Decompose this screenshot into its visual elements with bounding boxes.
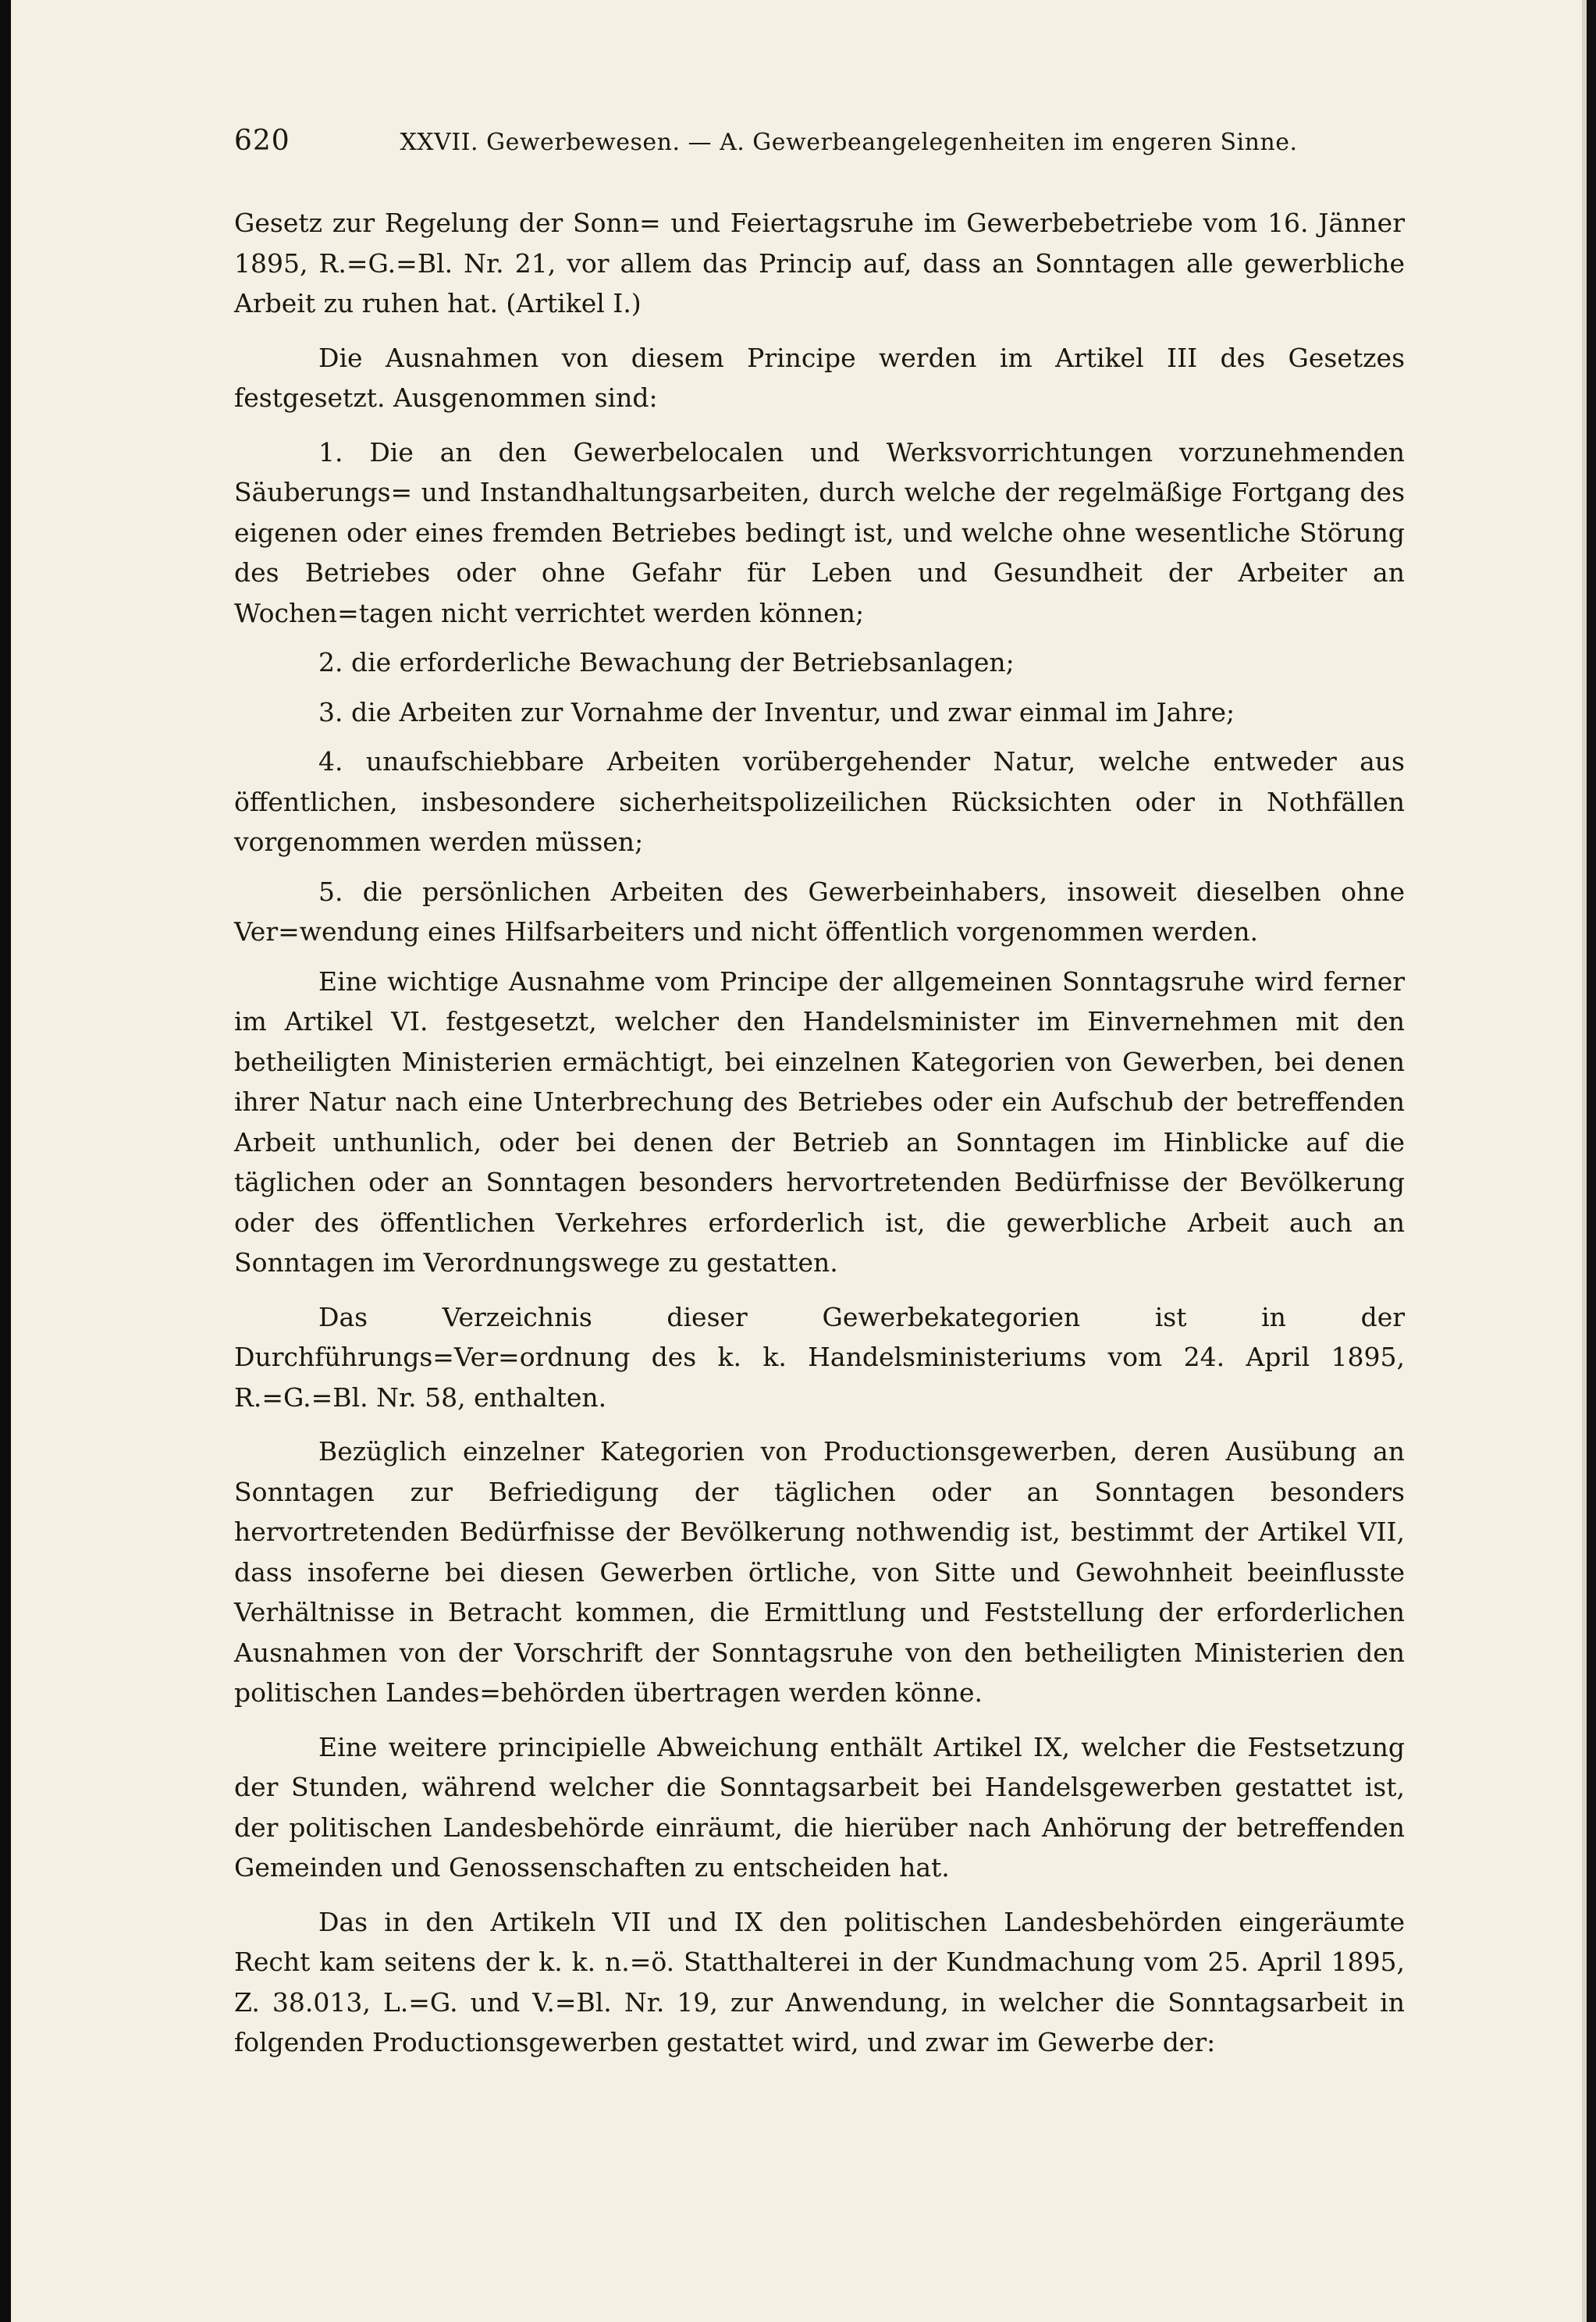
paragraph: Eine weitere principielle Abweichung enthält Artikel IX, welcher die Festsetzung der Stunden, während welcher die Sonntagsarbeit bei Handelsgewerben gestattet ist, der politischen Landesbehörde einräumt, die hierüber nach Anhörung der betreffenden Gemeinden und Genossenschaften zu entscheiden hat. [234, 1731, 1405, 1883]
list-item: 5. die persönlichen Arbeiten des Gewerbeinhabers, insoweit dieselben ohne Ver=wendung eines Hilfsarbeiters und nicht öffentlich vorgenommen werden. [234, 876, 1405, 947]
scan-edge-left [0, 0, 11, 2322]
book-page [234, 125, 1405, 2077]
page-header [234, 125, 1405, 180]
page-number: 620 [234, 125, 290, 157]
list-item: 3. die Arbeiten zur Vornahme der Inventur, und zwar einmal im Jahre; [318, 696, 1235, 727]
paragraph: Das in den Artikeln VII und IX den politischen Landesbehörden eingeräumte Recht kam seitens der k. k. n.=ö. Statthalterei in der Kundmachung vom 25. April 1895, Z. 38.013, L.=G. und V.=Bl. Nr. 19, zur Anwendung, in welcher die Sonntagsarbeit in folgenden Productionsgewerben gestattet wird, und zwar im Gewerbe der: [234, 1906, 1405, 2057]
paragraph: Bezüglich einzelner Kategorien von Productionsgewerben, deren Ausübung an Sonntagen zur Befriedigung der täglichen oder an Sonntagen besonders hervortretenden Bedürfnisse der Bevölkerung nothwendig ist, bestimmt der Artikel VII, dass insoferne bei diesen Gewerben örtliche, von Sitte und Gewohnheit beeinflusste Verhältnisse in Betracht kommen, die Ermittlung und Feststellung der erforderlichen Ausnahmen von der Vorschrift der Sonntagsruhe von den betheiligten Ministerien den politischen Landes=behörden übertragen werden könne. [234, 1436, 1405, 1708]
paragraph: Eine wichtige Ausnahme vom Principe der allgemeinen Sonntagsruhe wird ferner im Artikel VI. festgesetzt, welcher den Handelsminister im Einvernehmen mit den betheiligten Ministerien ermächtigt, bei einzelnen Kategorien von Gewerben, bei denen ihrer Natur nach eine Unterbrechung des Betriebes oder ein Aufschub der betreffenden Arbeit unthunlich, oder bei denen der Betrieb an Sonntagen im Hinblicke auf die täglichen oder an Sonntagen besonders hervortretenden Bedürfnisse der Bevölkerung oder des öffentlichen Verkehres erforderlich ist, die gewerbliche Arbeit auch an Sonntagen im Verordnungswege zu gestatten. [234, 965, 1405, 1278]
paragraph-continuation: Gesetz zur Regelung der Sonn= und Feiertagsruhe im Gewerbebetriebe vom 16. Jänner 1895, R.=G.=Bl. Nr. 21, vor allem das Princip auf, dass an Sonntagen alle gewerbliche Arbeit zu ruhen hat. (Artikel I.) [234, 208, 1405, 318]
page-content [234, 203, 1405, 2063]
list-item: 4. unaufschiebbare Arbeiten vorübergehender Natur, welche entweder aus öffentlichen, insbesondere sicherheitspolizeilichen Rücksichten oder in Nothfällen vorgenommen werden müssen; [234, 746, 1405, 857]
paragraph: Die Ausnahmen von diesem Principe werden im Artikel III des Gesetzes festgesetzt. Ausgenommen sind: [234, 342, 1405, 413]
scan-edge-right [1587, 0, 1596, 2322]
running-head: XXVII. Gewerbewesen. — A. Gewerbeangelegenheiten im engeren Sinne. [400, 129, 1298, 156]
list-item: 1. Die an den Gewerbelocalen und Werksvorrichtungen vorzunehmenden Säuberungs= und Instandhaltungsarbeiten, durch welche der regelmäßige Fortgang des eigenen oder eines fremden Betriebes bedingt ist, und welche ohne wesentliche Störung des Betriebes oder ohne Gefahr für Leben und Gesundheit der Arbeiter an Wochen=tagen nicht verrichtet werden können; [234, 436, 1405, 628]
paragraph: Das Verzeichnis dieser Gewerbekategorien ist in der Durchführungs=Ver=ordnung des k. k. Handelsministeriums vom 24. April 1895, R.=G.=Bl. Nr. 58, enthalten. [234, 1301, 1405, 1413]
list-item: 2. die erforderliche Bewachung der Betriebsanlagen; [318, 647, 1015, 677]
